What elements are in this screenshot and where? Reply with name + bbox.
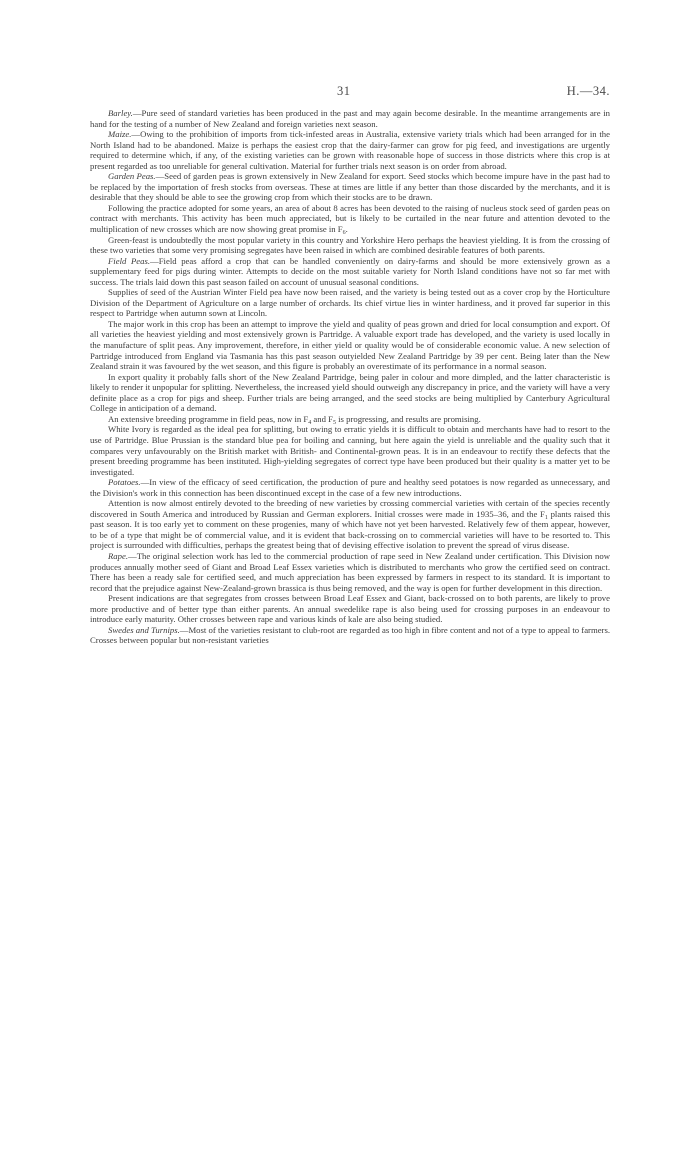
- paragraph-text: —Pure seed of standard varieties has been produced in the past and may again become desirable. In the meantime arrangements are in hand for the testing of a number of New Zealand and foreign varieties next season.: [90, 108, 610, 129]
- page-header: [90, 84, 610, 100]
- section-heading-field-peas: Field Peas.: [108, 255, 151, 266]
- paragraph-maize: [90, 129, 610, 171]
- paragraph-white-ivory: [90, 424, 610, 477]
- generation-subscript: 4: [308, 419, 312, 426]
- paragraph-text: —The original selection work has led to the commercial production of rape seed in New Zealand under certification. This Division now produces annually mother seed of Giant and Broad Leaf Essex varieties which is distributed to merchants who grow the certified seed on contract. There has been a ready sale for certified seed, and much appreciation has been expressed by farmers in respect to its standard. It is important to record that the prejudice against New-Zealand-grown brassica is thus being removed, and the way is open for further development in this direction.: [90, 550, 610, 593]
- paragraph-garden-peas: [90, 171, 610, 203]
- page-number: 31: [337, 84, 351, 98]
- paragraph-nucleus-stock: [90, 203, 610, 235]
- section-heading-maize: Maize.: [108, 129, 132, 140]
- paragraph-tail: .: [345, 224, 348, 235]
- paragraph-tail: plants raised this past season. It is too early yet to comment on these progenies, many of which have not yet been harvested. Relatively few of them appear, however, to be of a type that might be of commercial value, and it is evident that back-crossing on to commercial varieties will have to be resorted to. This project is surrounded with difficulties, perhaps the greatest being that of devising effective isolation to prevent the spread of virus disease.: [90, 508, 611, 551]
- paragraph-text: —Most of the varieties resistant to club-root are regarded as too high in fibre content and not of a type to appeal to farmers. Crosses between popular but non-resistant varieties: [90, 624, 610, 646]
- paragraph-text: An extensive breeding programme in field peas, now in F: [108, 413, 309, 424]
- paragraph-text: —Field peas afford a crop that can be handled conveniently on dairy-farms and should be more extensively grown as a supplementary feed for pigs during winter. Attempts to decide on the most suitable variety for North Island conditions have not so far met with success. The trials laid down this past season failed on account of unusual seasonal conditions.: [90, 255, 610, 287]
- paragraph-tail: is progressing, and results are promising.: [335, 413, 481, 424]
- paragraph-mid: and F: [311, 413, 333, 424]
- paragraph-rape-crosses: [90, 593, 610, 625]
- paragraph-text: In export quality it probably falls short of the New Zealand Partridge, being paler in colour and more dimpled, and the latter characteristic is likely to render it unpopular for splitting. Nevertheless, the increased yield should outweigh any discrepancy in price, and the variety will have a very definite place as a crop for pigs and sheep. Further trials are being arranged, and the seed stocks are being multiplied by Canterbury Agricultural College in anticipation of a demand.: [90, 371, 610, 414]
- section-heading-garden-peas: Garden Peas.: [108, 171, 156, 182]
- paragraph-text: —Seed of garden peas is grown extensively in New Zealand for export. Seed stocks which become impure have in the past had to be replaced by the importation of fresh stocks from overseas. These at times are little if any better than those discarded by the merchants, and it is desirable that they should be able to see the growing crop from which their stocks are to be drawn.: [90, 171, 610, 203]
- paragraph-green-feast: [90, 235, 610, 256]
- paragraph-text: The major work in this crop has been an attempt to improve the yield and quality of peas grown and dried for local consumption and export. Of all varieties the heaviest yielding and most extensively grown is Partridge. A valuable export trade has developed, and the variety is used locally in the manufacture of split peas. Any improvement, therefore, in either yield or quality would be of considerable economic value. A new selection of Partridge introduced from England via Tasmania has this past season outyielded New Zealand Partridge by 39 per cent. Being later than the New Zealand strain it was favoured by the wet season, and this figure is probably an overestimate of its performance in a normal season.: [90, 318, 610, 372]
- section-heading-barley: Barley.: [108, 108, 133, 118]
- document-body: [90, 108, 610, 646]
- paragraph-rape: [90, 551, 610, 593]
- document-reference: H.—34.: [566, 84, 610, 98]
- paragraph-text: Present indications are that segregates from crosses between Broad Leaf Essex and Giant, back-crossed on to both parents, are likely to prove more productive and of better type than either parents. An annual swedelike rape is also being used for crossing purposes in an endeavour to introduce early maturity. Other crosses between rape and various kinds of kale are also being studied.: [90, 593, 610, 625]
- paragraph-text: Supplies of seed of the Austrian Winter Field pea have now been raised, and the variety is being tested out as a cover crop by the Horticulture Division of the Department of Agriculture on a large number of orchards. Its chief virtue lies in winter hardiness, and it proved far superior in this respect to Partridge when autumn sown at Lincoln.: [90, 287, 610, 319]
- paragraph-partridge: [90, 319, 610, 372]
- section-heading-swedes-turnips: Swedes and Turnips.: [108, 624, 180, 635]
- paragraph-potato-breeding: [90, 498, 610, 551]
- paragraph-potatoes: [90, 477, 610, 498]
- paragraph-swedes-turnips: [90, 625, 610, 646]
- paragraph-barley: [90, 108, 610, 129]
- paragraph-text: Attention is now almost entirely devoted to the breeding of new varieties by crossing commercial varieties with certain of the species recently discovered in South America and introduced by Russian and German explorers. Initial crosses were made in 1935–36, and the F: [90, 498, 610, 519]
- paragraph-text: —In view of the efficacy of seed certification, the production of pure and healthy seed potatoes is now regarded as unnecessary, and the Division's work in this connection has been discontinued except in the case of a few new introductions.: [90, 477, 610, 498]
- paragraph-text: Green-feast is undoubtedly the most popular variety in this country and Yorkshire Hero perhaps the heaviest yielding. It is from the crossing of these two varieties that some very promising segregates have been raised in which are combined desirable features of both parents.: [90, 234, 610, 256]
- paragraph-text: White Ivory is regarded as the ideal pea for splitting, but owing to erratic yields it is difficult to obtain and merchants have had to resort to the use of Partridge. Blue Prussian is the standard blue pea for boiling and canning, but here again the yield is unreliable and the quality such that it compares very unfavourably on the British market with British- and Continental-grown peas. It is in an endeavour to rectify these defects that the present breeding programme has been instituted. High-yielding segregates of correct type have been produced but their quality is a matter yet to be investigated.: [90, 424, 610, 477]
- section-heading-rape: Rape.: [108, 550, 129, 561]
- paragraph-field-peas: [90, 256, 610, 288]
- generation-subscript: 6: [342, 230, 346, 237]
- paragraph-text: Following the practice adopted for some years, an area of about 8 acres has been devoted to the raising of nucleus stock seed of garden peas on contract with merchants. This activity has been much appreciated, but is likely to be curtailed in the near future and attention devoted to the multiplication of new crosses which are now showing great promise in F: [90, 202, 610, 235]
- section-heading-potatoes: Potatoes.: [108, 477, 141, 488]
- generation-subscript: 5: [332, 419, 336, 426]
- generation-subscript: 1: [544, 514, 548, 521]
- paragraph-export-quality: [90, 372, 610, 414]
- paragraph-breeding-programme: [90, 414, 610, 425]
- paragraph-text: —Owing to the prohibition of imports from tick-infested areas in Australia, extensive variety trials which had been arranged for in the North Island had to be abandoned. Maize is perhaps the easiest crop that the dairy-farmer can grow for pig feed, and investigations are urgently required to determine which, if any, of the existing varieties can be grown with reasonable hope of success in those districts where this crop is at present regarded as too unreliable for general cultivation. Material for further trials next season is on order from abroad.: [90, 129, 610, 171]
- paragraph-austrian-winter: [90, 287, 610, 319]
